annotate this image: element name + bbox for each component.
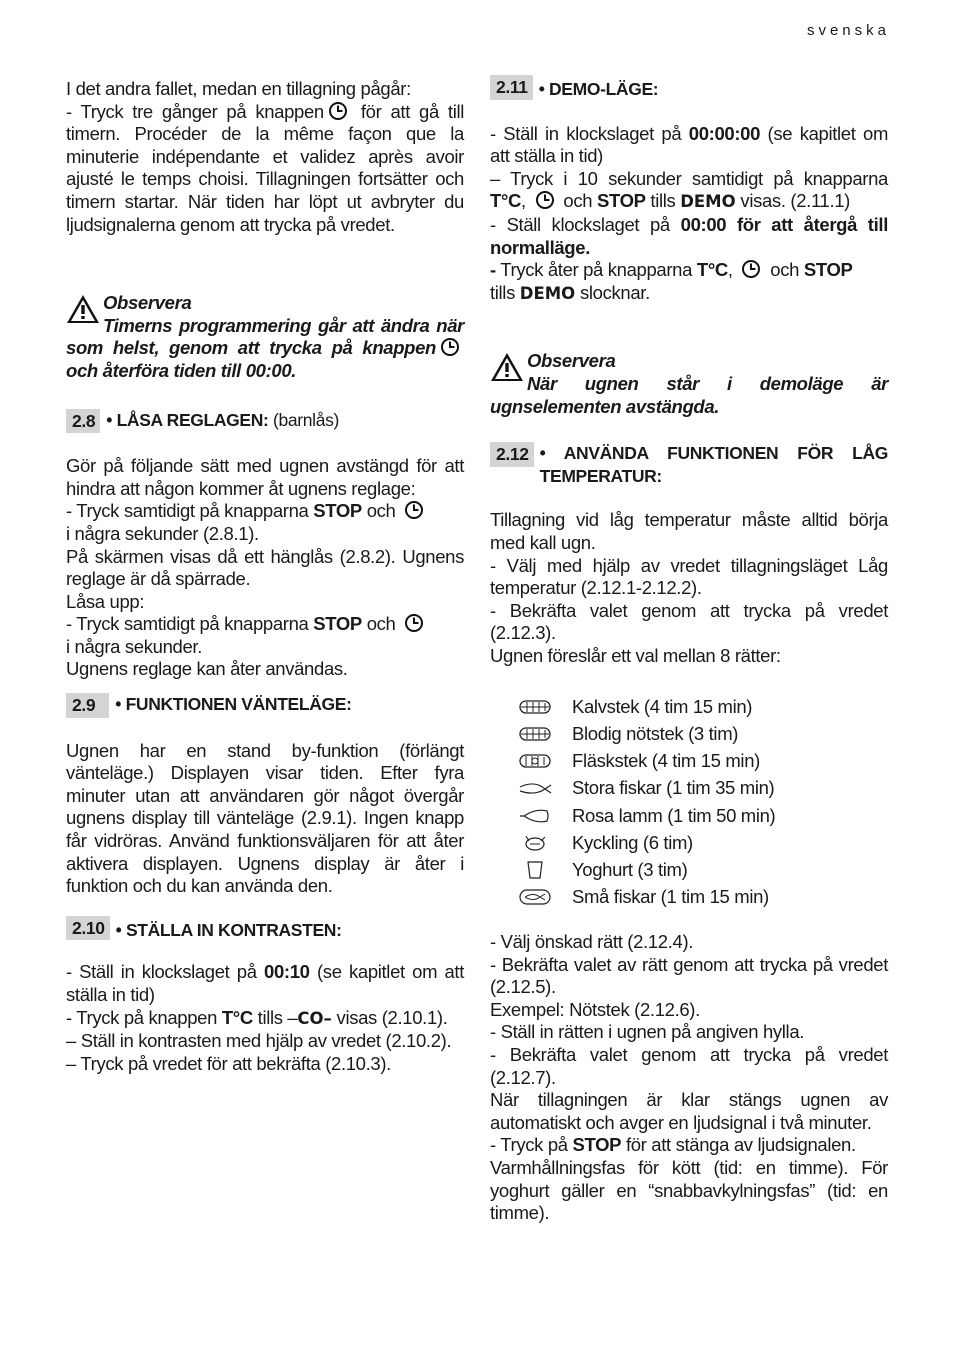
section-number: 2.8 [66, 409, 100, 434]
s28-p3: På skärmen visas då ett hänglås (2.8.2). Ugnens reglage är då spärrade. [66, 545, 464, 590]
dish-list [518, 693, 888, 911]
clock-icon [535, 190, 555, 210]
s212-p9: - Bekräfta valet genom att trycka på vredet (2.12.7). [490, 1043, 888, 1088]
demo-warning [490, 350, 888, 418]
s212-p6: - Bekräfta valet av rätt genom att trycka på vredet (2.12.5). [490, 953, 888, 998]
warning-title: Observera [103, 292, 192, 314]
section-2-12-heading: 2.12 • ANVÄNDA FUNKTIONEN FÖR LÅG TEMPERATUR: [490, 442, 888, 487]
s28-p5: - Tryck samtidigt på knapparna STOP och i några sekunder. [66, 613, 464, 658]
warning-title: Observera [527, 350, 616, 372]
section-2-9-heading: 2.9 • FUNKTIONEN VÄNTELÄGE: [66, 693, 464, 718]
s211-p2: – Tryck i 10 sekunder samtidigt på knapparna T°C, och STOP tills DEMO visas. (2.11.1) [490, 167, 888, 212]
s212-p7: Exempel: Nötstek (2.12.6). [490, 998, 700, 1020]
small-fish-icon [518, 887, 552, 907]
s212-p11: - Tryck på STOP för att stänga av ljudsignalen. [490, 1134, 856, 1156]
roast-meat-icon [518, 697, 552, 717]
list-item [518, 775, 888, 802]
warning-text: Timerns programmering går att ändra när som helst, genom att trycka på knappen och återföra tiden till 00:00. [66, 314, 464, 381]
clock-icon [741, 259, 761, 279]
s210-p4: – Tryck på vredet för att bekräfta (2.10.3). [66, 1052, 391, 1074]
intro-paragraph: - Tryck tre gånger på knappen för att gå till timern. Procéder de la même façon que la minuterie indépendante et validez après avoir ajusté le temps choisi. Tillagningen fortsätter och timern startar. När tiden har löpt ut avbryter du ljudsignalerna genom att trycka på vredet. [66, 100, 464, 235]
s212-p3: - Bekräfta valet genom att trycka på vredet (2.12.3). [490, 599, 888, 644]
s212-p2: - Välj med hjälp av vredet tillagningsläget Låg temperatur (2.12.1-2.12.2). [490, 554, 888, 599]
intro-line-1: I det andra fallet, medan en tillagning pågår: [66, 78, 411, 99]
s212-p10: När tillagningen är klar stängs ugnen av automatiskt och avger en ljudsignal i två minuter. [490, 1089, 888, 1133]
lamb-leg-icon [518, 806, 552, 826]
section-2-10-heading: 2.10 • STÄLLA IN KONTRASTEN: [66, 916, 464, 942]
dish-label: Kyckling (6 tim) [572, 831, 693, 853]
section-number: 2.12 [490, 442, 534, 467]
s28-p6: Ugnens reglage kan åter användas. [66, 658, 348, 680]
dish-label: Rosa lamm (1 tim 50 min) [572, 804, 776, 826]
dish-label: Stora fiskar (1 tim 35 min) [572, 777, 775, 799]
s29-p1: Ugnen har en stand by-funktion (förlängt vänteläge.) Displayen visar tiden. Efter fyra minuter utan att användaren gör något övergår ugnens display till vänteläge (2.9.1). Ingen knapp får vidröras. Använd funktionsväljaren för att åter aktivera displayen. Ugnens display är åter i funktion och du kan använda den. [66, 739, 464, 897]
section-2-11-heading: 2.11 • DEMO-LÄGE: [490, 75, 888, 101]
s212-p8: - Ställ in rätten i ugnen på angiven hylla. [490, 1021, 805, 1043]
clock-icon [328, 101, 348, 121]
dish-label: Små fiskar (1 tim 15 min) [572, 886, 769, 908]
s211-p1: - Ställ in klockslaget på 00:00:00 (se kapitlet om att ställa in tid) [490, 122, 889, 167]
section-number: 2.11 [490, 75, 533, 100]
timer-warning [66, 292, 464, 382]
s28-p1: Gör på följande sätt med ugnen avstängd för att hindra att någon kommer åt ugnens reglage: [66, 455, 464, 499]
section-number: 2.9 [66, 693, 109, 718]
s211-p4: - Tryck åter på knapparna T°C, och STOP tills DEMO slocknar. [490, 259, 853, 303]
chicken-icon [518, 833, 552, 853]
clock-icon [440, 337, 460, 357]
s211-p3: - Ställ klockslaget på 00:00 för att återgå till normalläge. [490, 213, 888, 258]
list-item [518, 802, 888, 829]
clock-icon [404, 500, 424, 520]
large-fish-icon [518, 779, 552, 799]
right-column [490, 75, 888, 1225]
list-item [518, 693, 888, 720]
clock-icon [404, 613, 424, 633]
s28-p2: - Tryck samtidigt på knapparna STOP och i några sekunder (2.8.1). [66, 500, 464, 545]
section-2-8-heading: 2.8 • LÅSA REGLAGEN: (barnlås) [66, 409, 464, 434]
list-item [518, 721, 888, 748]
left-column [66, 78, 464, 1075]
s210-p2: - Tryck på knappen T°C tills –CO– visas (2.10.1). [66, 1006, 448, 1028]
pork-roast-icon [518, 751, 552, 771]
section-number: 2.10 [66, 916, 110, 941]
dish-label: Blodig nötstek (3 tim) [572, 722, 739, 744]
dish-label: Fläskstek (4 tim 15 min) [572, 750, 760, 772]
list-item [518, 748, 888, 775]
list-item [518, 884, 888, 911]
s212-p5: - Välj önskad rätt (2.12.4). [490, 930, 694, 952]
s210-p1: - Ställ in klockslaget på 00:10 (se kapitlet om att ställa in tid) [66, 961, 465, 1005]
language-label: svenska [806, 22, 890, 39]
s212-p4: Ugnen föreslår ett val mellan 8 rätter: [490, 644, 781, 666]
s212-p1: Tillagning vid låg temperatur måste alltid börja med kall ugn. [490, 509, 888, 553]
dish-label: Yoghurt (3 tim) [572, 858, 688, 880]
yoghurt-cup-icon [518, 860, 552, 880]
dish-label: Kalvstek (4 tim 15 min) [572, 695, 753, 717]
s28-p4: Låsa upp: [66, 590, 145, 612]
warning-text: När ugnen står i demoläge är ugnselementen avstängda. [490, 372, 888, 417]
list-item [518, 857, 888, 884]
list-item [518, 829, 888, 856]
roast-meat-icon [518, 724, 552, 744]
s210-p3: – Ställ in kontrasten med hjälp av vredet (2.10.2). [66, 1030, 452, 1052]
s212-p12: Varmhållningsfas för kött (tid: en timme). För yoghurt gäller en “snabbavkylningsfas” (tid: en timme). [490, 1156, 888, 1224]
